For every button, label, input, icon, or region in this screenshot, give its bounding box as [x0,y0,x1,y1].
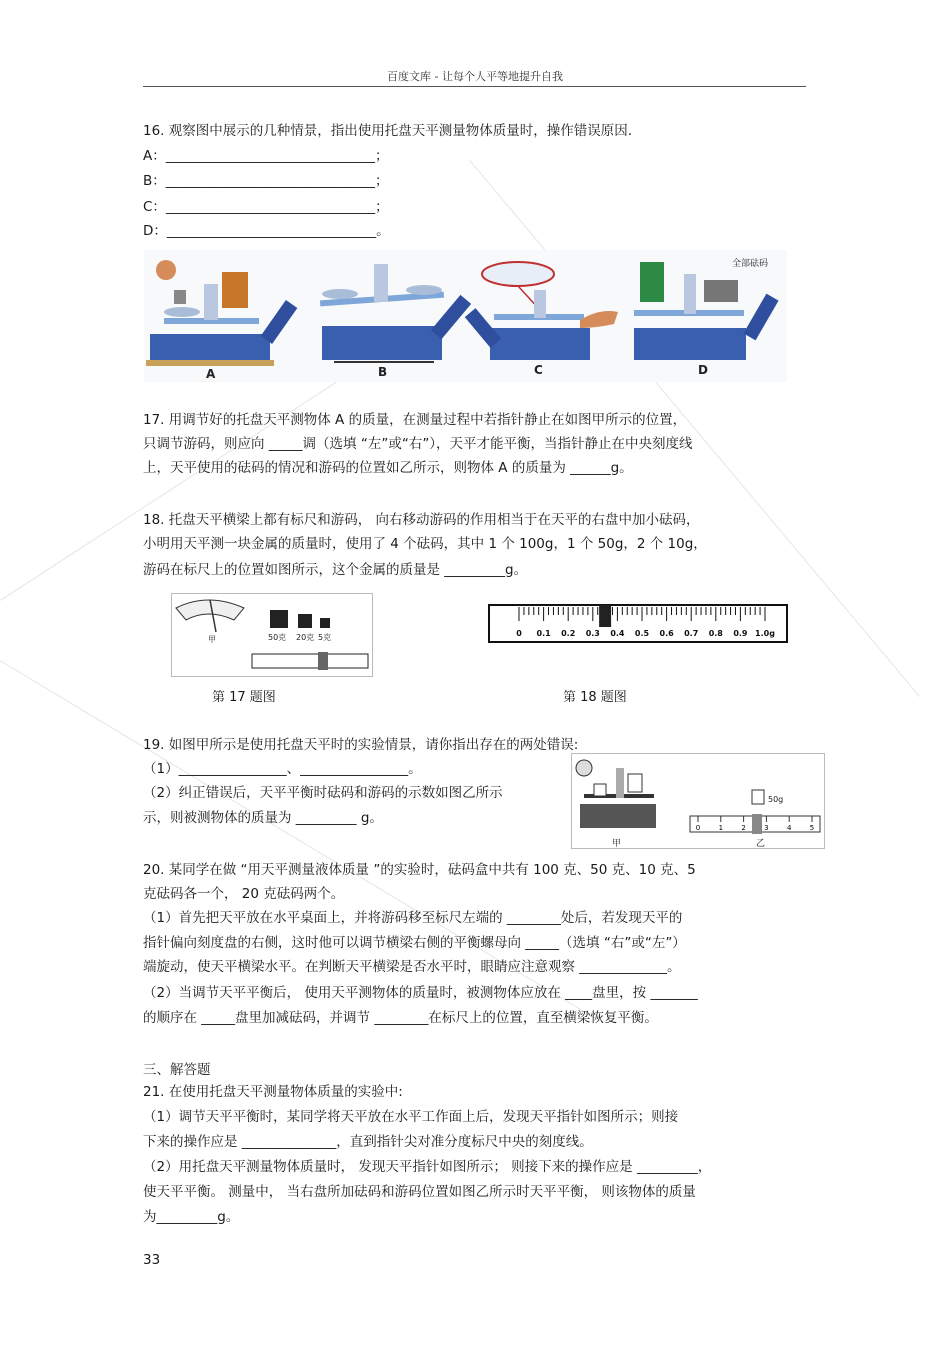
label-b: B [378,365,388,379]
scale-tick-label: 0 [695,824,701,832]
q20-line-3: （1）首先把天平放在水平桌面上，并将游码移至标尺左端的 ________处后，若发现天平的 [143,910,683,926]
fig17-weight-3: 5克 [318,633,332,642]
fig18-caption: 第 18 题图 [563,690,627,705]
fig17 [171,593,373,677]
label-c: C [534,363,543,377]
ruler-tick-label: 0.6 [659,629,674,638]
fig18 [487,603,790,645]
q21-line-4: （2）用托盘天平测量物体质量时， 发现天平指针如图所示； 则接下来的操作应是 _________， [143,1159,712,1175]
q17-line-2: 只调节游码，则应向 _____调（选填 “左”或“右”），天平才能平衡，当指针静止在中央刻度线 [143,436,693,452]
fig17-weight-2: 20克 [296,633,315,642]
q21-line-1: 21. 在使用托盘天平测量物体质量的实验中: [143,1084,403,1100]
ruler-tick-label: 0.5 [634,629,650,638]
q20-line-7: 的顺序在 _____盘里加减砝码，并调节 ________在标尺上的位置，直至横梁恢复平衡。 [143,1010,658,1026]
q20-line-1: 20. 某同学在做 “用天平测量液体质量 ”的实验时，砝码盒中共有 100 克、50 克、10 克、5 [143,862,696,878]
q18-line-3: 游码在标尺上的位置如图所示，这个金属的质量是 _________g。 [143,562,528,578]
page-number: 33 [143,1252,161,1268]
q21-line-3: 下来的操作应是 ______________，直到指针尖对准分度标尺中央的刻度线。 [143,1134,593,1150]
q16-figure [144,250,787,382]
q20-line-6: （2）当调节天平平衡后， 使用天平测物体的质量时，被测物体应放在 ____盘里，按 _______ [143,985,698,1001]
header-divider [143,86,806,87]
fig17-weight-1: 50克 [268,633,287,642]
fig17-pointer-label: 甲 [208,635,216,644]
q20-line-5: 端旋动，使天平横梁水平。在判断天平横梁是否水平时，眼睛应注意观察 _____________。 [143,959,681,975]
q19-line-3: （2）纠正错误后，天平平衡时砝码和游码的示数如图乙所示 [143,785,503,801]
q17-line-1: 17. 用调节好的托盘天平测物体 A 的质量，在测量过程中若指针静止在如图甲所示的位置， [143,412,687,428]
q16-blank-a: A：_______________________________； [143,148,389,164]
scale-tick-label: 3 [764,824,769,832]
q19-weight: 50g [768,795,784,804]
q20-line-2: 克砝码各一个， 20 克砝码两个。 [143,886,345,902]
q17-line-3: 上，天平使用的砝码的情况和游码的位置如乙所示，则物体 A 的质量为 ______g。 [143,460,633,476]
fig17-caption: 第 17 题图 [212,690,276,705]
scale-tick-label: 4 [786,824,792,832]
q16-stem: 16. 观察图中展示的几种情景，指出使用托盘天平测量物体质量时，操作错误原因. [143,123,633,139]
scale-tick-label: 2 [741,824,746,832]
scale-tick-label: 1 [718,824,724,832]
section-heading: 三、解答题 [143,1062,211,1078]
ruler-tick-label: 0.7 [684,629,699,638]
ruler-tick-label: 1.0g [755,629,775,638]
q19-line-2: （1）________________、________________。 [143,761,422,777]
q18-line-1: 18. 托盘天平横梁上都有标尺和游码， 向右移动游码的作用相当于在天平的右盘中加小砝码， [143,512,700,528]
q18-line-2: 小明用天平测一块金属的质量时，使用了 4 个砝码，其中 1 个 100g，1 个 50g，2 个 10g， [143,536,707,552]
ruler-tick-label: 0 [516,629,522,638]
ruler-tick-label: 0.2 [561,629,576,638]
q19-label-yi: 乙 [756,839,766,848]
q19-label-jia: 甲 [612,839,622,848]
rider [599,605,611,627]
ruler-tick-label: 0.8 [708,629,723,638]
q21-line-5: 使天平平衡。 测量中， 当右盘所加砝码和游码位置如图乙所示时天平平衡， 则该物体的质量 [143,1184,696,1200]
label-d: D [698,363,708,377]
q19-figure [571,753,825,849]
d-note: 全部砝码 [732,259,769,269]
q16-blank-c: C：_______________________________； [143,199,389,215]
q16-blank-d: D：_______________________________。 [143,223,390,239]
label-a: A [206,367,216,381]
ruler-tick-label: 0.9 [733,629,748,638]
q19-line-1: 19. 如图甲所示是使用托盘天平时的实验情景，请你指出存在的两处错误: [143,737,579,753]
page-header: 百度文库 - 让每个人平等地提升自我 [387,70,563,83]
ruler-tick-label: 0.1 [536,629,551,638]
q21-line-2: （1）调节天平平衡时，某同学将天平放在水平工作面上后，发现天平指针如图所示；则接 [143,1109,679,1125]
ruler-tick-label: 0.4 [610,629,625,638]
q21-line-6: 为_________g。 [143,1209,240,1225]
ruler-tick-label: 0.3 [585,629,600,638]
q20-line-4: 指针偏向刻度盘的右侧，这时他可以调节横梁右侧的平衡螺母向 _____（选填 “右”或“左”） [143,935,686,951]
scale-tick-label: 5 [809,824,815,832]
q16-blank-b: B：_______________________________； [143,173,389,189]
q19-line-4: 示，则被测物体的质量为 _________ g。 [143,810,383,826]
